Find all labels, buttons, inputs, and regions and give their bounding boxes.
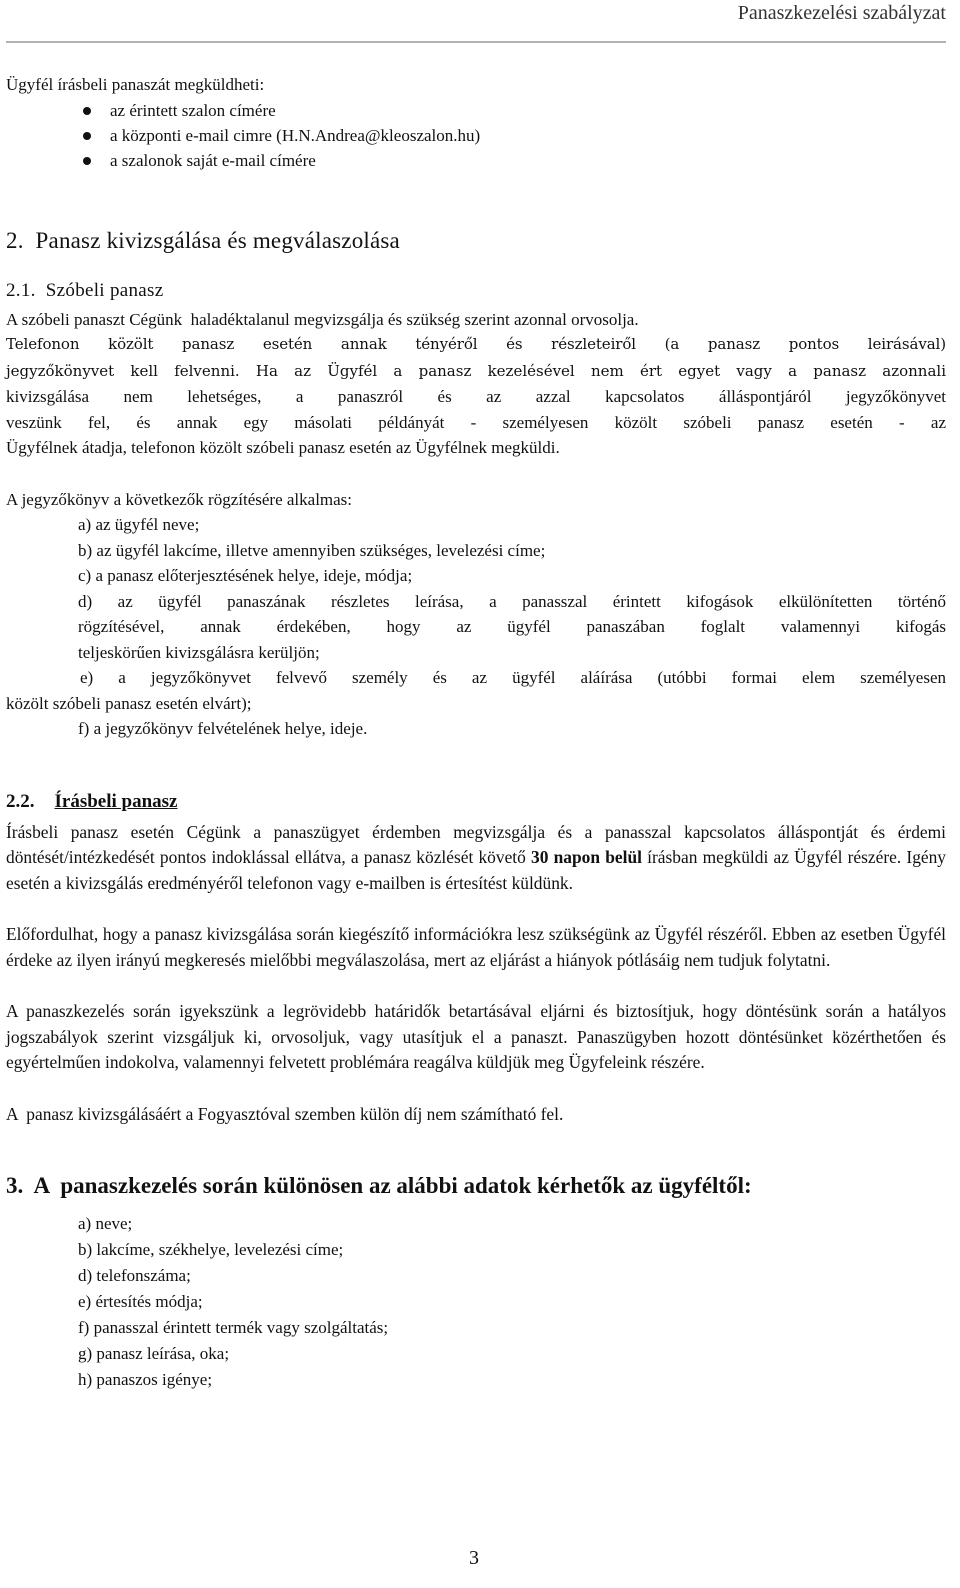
list-item: f) a jegyzőkönyv felvételének helye, ideje. [78,719,368,738]
section-3-heading: 3. A panaszkezelés során különösen az alábbi adatok kérhetők az ügyféltől: [6,1173,752,1198]
section-2-2-heading: 2.2. Írásbeli panasz [6,790,178,812]
paragraph-line: jegyzőkönyvet kell felvenni. Ha az Ügyfél a panasz kezelésével nem ért egyet vagy a panasz azonnali [6,361,946,380]
bullet-icon [83,157,91,165]
paragraph-line: veszünk fel, és annak egy másolati példányát - személyesen közölt szóbeli panasz esetén - az [6,412,946,432]
intro-lead: Ügyfél írásbeli panaszát megküldheti: [6,75,265,94]
written-complaint-para-1: Írásbeli panasz esetén Cégünk a panaszügyet érdemben megvizsgálja és a panasszal kapcsolatos álláspontját és érdemi döntését/intézkedését pontos indoklással ellátva, a panasz közlését követő 30 napon belül írásban megküldi az Ügyfél részére. Igény esetén a kivizsgálás eredményéről telefonon vagy e-mailben is értesítést küldünk. [6,821,946,893]
oral-complaint-para-2 [6,332,946,461]
bullet-icon [83,132,91,140]
list-item: h) panaszos igénye; [78,1370,213,1389]
section-2-heading: 2. Panasz kivizsgálása és megválaszolása [6,227,400,253]
written-complaint-para-2: Előfordulhat, hogy a panasz kivizsgálása során kiegészítő információkra lesz szükségünk az Ügyfél részéről. Ebben az esetben Ügyfél érdeke az ilyen irányú megkeresés mielőbbi megválaszolása, mert az eljárást a hiányok pótlásáig nem tudjuk folytatni. [6,924,946,970]
paragraph-line: kivizsgálása nem lehetséges, a panaszról és az azzal kapcsolatos álláspontjáról jegyzőkönyvet [6,387,946,406]
oral-complaint-para-1: A szóbeli panaszt Cégünk haladéktalanul megvizsgálja és szükség szerint azonnal orvosolja. [6,309,639,329]
paragraph-line: Ügyfélnek átadja, telefonon közölt szóbeli panasz esetén az Ügyfélnek megküldi. [6,438,560,457]
running-header-title: Panaszkezelési szabályzat [737,2,946,24]
list-item: a) az ügyfél neve; [78,515,200,534]
list-item: e) a jegyzőkönyvet felvevő személy és az ügyfél aláírása (utóbbi formai elem személyesen közölt szóbeli panasz esetén elvárt); [6,668,946,713]
page-content [6,72,946,1393]
header-divider [6,41,946,43]
section-2-1-heading: 2.1. Szóbeli panasz [6,279,164,301]
record-items [6,512,946,742]
list-item: a) neve; [78,1214,133,1233]
list-item: f) panasszal érintett termék vagy szolgáltatás; [78,1318,389,1337]
list-item: d) telefonszáma; [78,1266,191,1285]
list-item: d) az ügyfél panaszának részletes leírása, a panasszal érintett kifogások elkülönítetten történő rögzítésével, annak érdekében, hogy az ügyfél panaszában foglalt valamennyi kifogás teljeskörűen kivizsgálásra kerüljön; [78,591,946,662]
written-complaint-para-3: A panaszkezelés során igyekszünk a legrövidebb határidők betartásával eljárni és biztosítjuk, hogy döntésünk során a hatályos jogszabályok szerint vizsgáljuk ki, orvosoljuk, vagy utasítjuk el a panaszt. Panaszügyben hozott döntésünket közérthetően és egyértelműen indokolva, valamennyi felvetett problémára reagálva küldjük meg Ügyfeleink részére. [6,1001,946,1072]
written-complaint-para-4: A panasz kivizsgálásáért a Fogyasztóval szemben külön díj nem számítható fel. [6,1103,564,1124]
page-number: 3 [469,1547,479,1569]
list-item: g) panasz leírása, oka; [78,1344,230,1363]
record-lead: A jegyzőkönyv a következők rögzítésére alkalmas: [6,489,353,509]
bullet-icon [83,107,91,115]
requestable-data-list [6,1211,946,1393]
list-item: c) a panasz előterjesztésének helye, ideje, módja; [78,566,413,585]
list-item: a központi e-mail cimre (H.N.Andrea@kleoszalon.hu) [6,123,946,148]
list-item: az érintett szalon címére [6,98,946,123]
list-item: b) lakcíme, székhelye, levelezési címe; [78,1240,344,1259]
submission-channel-list [6,98,946,173]
list-item: e) értesítés módja; [78,1292,203,1311]
list-item: b) az ügyfél lakcíme, illetve amennyiben szükséges, levelezési címe; [78,540,546,560]
paragraph-line: Telefonon közölt panasz esetén annak tényéről és részleteiről (a panasz pontos leirásával) [6,335,946,353]
list-item: a szalonok saját e-mail címére [6,148,946,173]
